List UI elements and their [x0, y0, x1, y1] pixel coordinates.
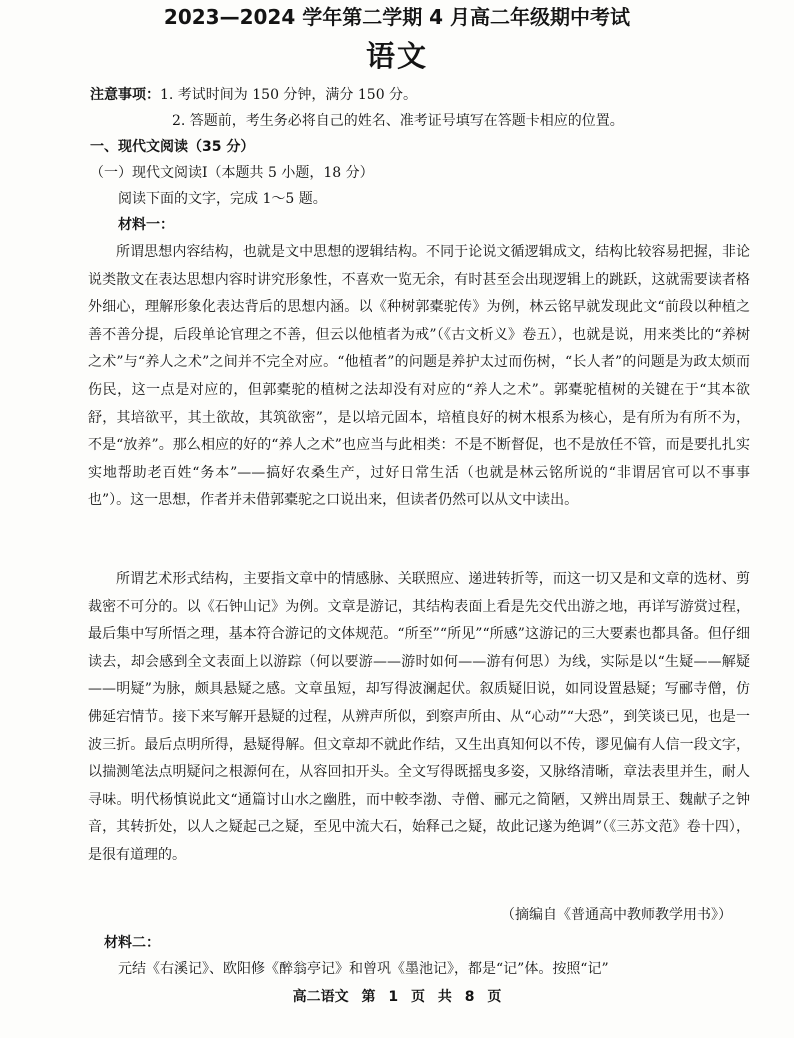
- material-2-label: 材料二：: [104, 935, 160, 951]
- material-1-label: 材料一：: [118, 217, 174, 233]
- sub-section-title: （一）现代文阅读Ⅰ（本题共 5 小题，18 分）: [90, 165, 374, 181]
- notice-item-2: 2. 答题前，考生务必将自己的姓名、准考证号填写在答题卡相应的位置。: [172, 113, 624, 129]
- material-1-paragraph-2: 所谓艺术形式结构，主要指文章中的情感脉、关联照应、递进转折等，而这一切又是和文章的选材、剪裁密不可分的。以《石钟山记》为例。文章是游记，其结构表面上看是先交代出游之地，再详写游赏过程，最后集中写所悟之理，基本符合游记的文体规范。“所至”“所见”“所感”这游记的三大要素也都具备。但仔细读去，却会感到全文表面上以游踪（何以要游——游时如何——游有何思）为线，实际是以“生疑——解疑——明疑”为脉，颇具悬疑之感。文章虽短，却写得波澜起伏。叙质疑旧说，如同设置悬疑；写郦寺僧，仿佛延宕情节。接下来写解开悬疑的过程，从辨声所似，到察声所由、从“心动”“大恐”，到笑谈已见，也是一波三折。最后点明所得，悬疑得解。但文章却不就此作结，又生出真知何以不传，谬见偏有人信一段文字，以揣测笔法点明疑问之根源何在，从容回扣开头。全文写得既摇曳多姿，又脉络清晰，章法表里并生，耐人寻味。明代杨慎说此文“通篇讨山水之幽胜，而中較李渤、寺僧、郦元之简陋，又辨出周景王、魏献子之钟音，其转折处，以人之疑起己之疑，至见中流大石，始释己之疑，故此记遂为绝调”（《三苏文范》卷十四），是很有道理的。: [88, 571, 750, 863]
- notice-label: 注意事项：: [90, 87, 160, 103]
- page-footer: 高二语文 第 1 页 共 8 页: [292, 989, 502, 1005]
- exam-title: 2023—2024 学年第二学期 4 月高二年级期中考试: [163, 5, 631, 29]
- material-1-paragraph-1: 所谓思想内容结构，也就是文中思想的逻辑结构。不同于论说文循逻辑成文，结构比较容易把握，非论说类散文在表达思想内容时讲究形象性，不喜欢一览无余，有时甚至会出现逻辑上的跳跃，这就需要读者格外细心，理解形象化表达背后的思想内涵。以《种树郭橐驼传》为例，林云铭早就发现此文“前段以种植之善不善分提，后段单论官理之不善，但云以他植者为戒”（《古文析义》卷五），也就是说，用来类比的“养树之术”与“养人之术”之间并不完全对应。“他植者”的问题是养护太过而伤树，“长人者”的问题是为政太烦而伤民，这一点是对应的，但郭橐驼的植树之法却没有对应的“养人之术”。郭橐驼植树的关键在于“其本欲舒，其培欲平，其土欲故，其筑欲密”，是以培元固本，培植良好的树木根系为核心，是有所为有所不为，不是“放养”。那么相应的好的“养人之术”也应当与此相类：不是不断督促，也不是放任不管，而是要扎扎实实地帮助老百姓“务本”——搞好农桑生产，过好日常生活（也就是林云铭所说的“非谓居官可以不事事也”）。这一思想，作者并未借郭橐驼之口说出来，但读者仍然可以从文中读出。: [88, 244, 750, 509]
- subject-title: 语文: [365, 39, 428, 73]
- notice-item-1: 1. 考试时间为 150 分钟，满分 150 分。: [160, 87, 418, 103]
- instruction: 阅读下面的文字，完成 1～5 题。: [118, 191, 327, 207]
- source-citation: （摘编自《普通高中教师教学用书》）: [501, 907, 732, 923]
- notice-line-1: [90, 84, 750, 106]
- material-2-paragraph-1: 元结《右溪记》、欧阳修《醉翁亭记》和曾巩《墨池记》，都是“记”体。按照“记”: [118, 961, 609, 977]
- section-title: 一、现代文阅读（35 分）: [90, 139, 255, 155]
